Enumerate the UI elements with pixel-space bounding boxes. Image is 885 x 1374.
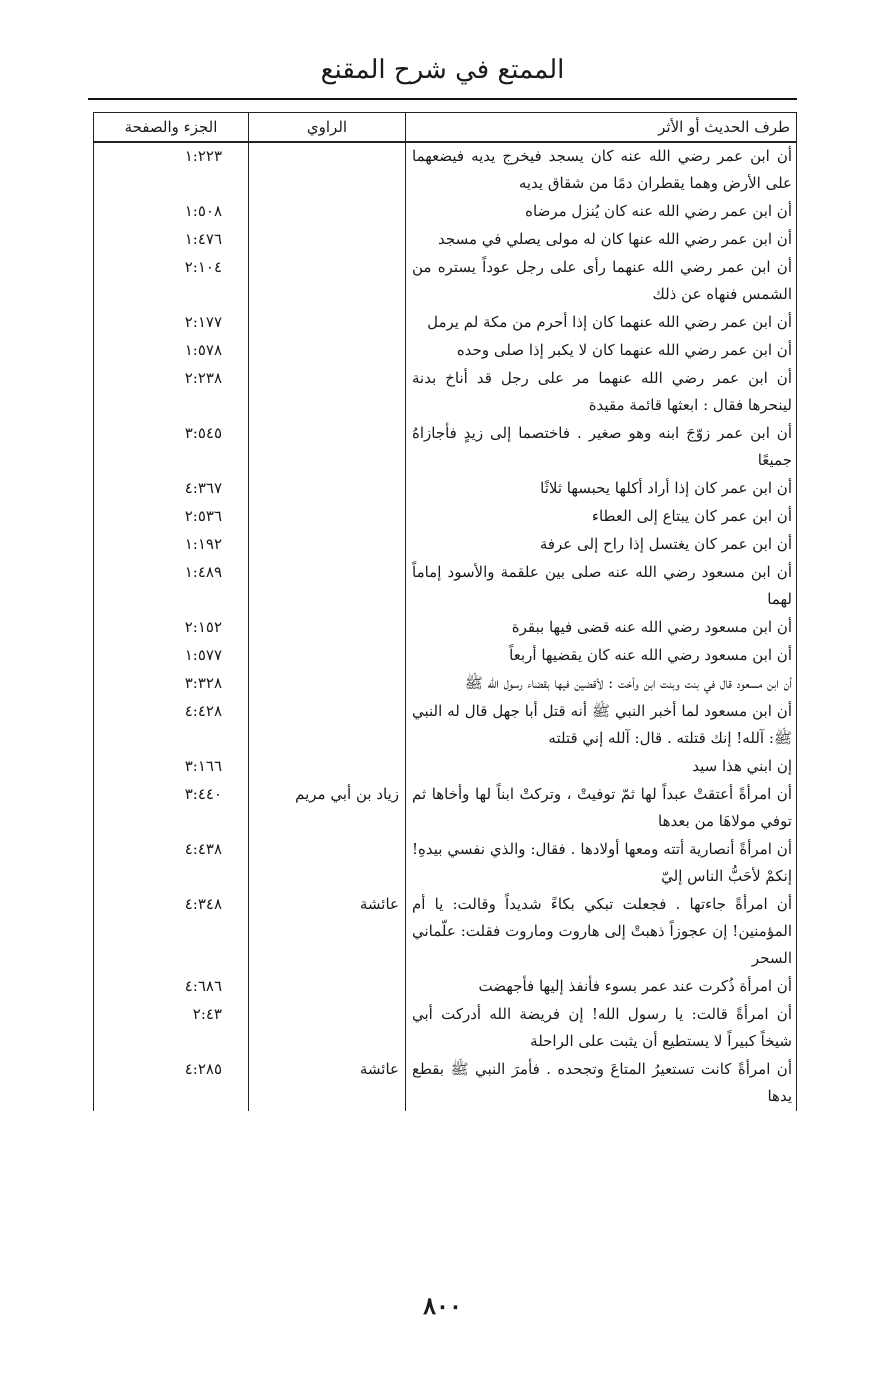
volume-page-reference bbox=[94, 836, 249, 891]
volume-page-reference bbox=[94, 337, 249, 365]
hadith-text: أن ابن مسعود قال في بنت وبنت ابن وأخت : لأقضين فيها بقضاء رسول الله ﷺ bbox=[406, 670, 797, 698]
volume-page-reference bbox=[94, 891, 249, 973]
volume-page-reference bbox=[94, 781, 249, 836]
table-row bbox=[94, 1001, 797, 1056]
hadith-index-table bbox=[93, 112, 797, 1111]
reference-value: ٤:٢٨٥ bbox=[184, 1060, 222, 1078]
hadith-text: أن امرأةً قالت: يا رسول الله! إن فريضة الله أدركت أبي شيخاً كبيراً لا يستطيع أن يثبت على الراحلة bbox=[406, 1001, 797, 1056]
table-row bbox=[94, 642, 797, 670]
table-row bbox=[94, 226, 797, 254]
narrator-name bbox=[249, 337, 406, 365]
volume-page-reference bbox=[94, 142, 249, 198]
hadith-text: أن ابن عمر كان يبتاع إلى العطاء bbox=[406, 503, 797, 531]
narrator-name bbox=[249, 365, 406, 420]
volume-page-reference bbox=[94, 254, 249, 309]
reference-value: ١:٥٠٨ bbox=[184, 202, 222, 220]
reference-value: ٢:١٥٢ bbox=[184, 618, 222, 636]
hadith-text: أن امرأةً أنصارية أتته ومعها أولادها . فقال: والذي نفسي بيدهِ! إنكمْ لأحَبُّ الناس إليّ bbox=[406, 836, 797, 891]
narrator-name: زياد بن أبي مريم bbox=[249, 781, 406, 836]
hadith-text: أن امرأة ذُكرت عند عمر بسوء فأنفذ إليها فأجهضت bbox=[406, 973, 797, 1001]
table-row bbox=[94, 973, 797, 1001]
hadith-text: أن ابن عمر زوّجَ ابنه وهو صغير . فاختصما إلى زيدٍ فأجازاهُ جميعًا bbox=[406, 420, 797, 475]
table-row bbox=[94, 559, 797, 614]
column-header-narrator: الراوي bbox=[249, 113, 406, 143]
table-row bbox=[94, 1056, 797, 1111]
volume-page-reference bbox=[94, 503, 249, 531]
reference-value: ٣:٥٤٥ bbox=[184, 424, 222, 442]
hadith-text: أن ابن عمر رضي الله عنهما كان لا يكبر إذا صلى وحده bbox=[406, 337, 797, 365]
reference-value: ٢:٥٣٦ bbox=[184, 507, 222, 525]
table-row bbox=[94, 891, 797, 973]
volume-page-reference bbox=[94, 309, 249, 337]
reference-value: ١:٤٧٦ bbox=[184, 230, 222, 248]
hadith-text: أن ابن عمر كان يغتسل إذا راح إلى عرفة bbox=[406, 531, 797, 559]
hadith-text: أن ابن مسعود رضي الله عنه كان يقضيها أربعاً bbox=[406, 642, 797, 670]
reference-value: ٣:٤٤٠ bbox=[184, 785, 222, 803]
reference-value: ٢:١٧٧ bbox=[184, 313, 222, 331]
reference-value: ٤:٤٣٨ bbox=[184, 840, 222, 858]
reference-value: ٣:١٦٦ bbox=[184, 757, 222, 775]
column-header-reference: الجزء والصفحة bbox=[94, 113, 249, 143]
table-row bbox=[94, 670, 797, 698]
hadith-text: أن ابن عمر رضي الله عنه كان يسجد فيخرج يديه فيضعهما على الأرض وهما يقطران دمًا من شقاق يديه bbox=[406, 142, 797, 198]
table-row bbox=[94, 420, 797, 475]
volume-page-reference bbox=[94, 1056, 249, 1111]
hadith-text: إن ابني هذا سيد bbox=[406, 753, 797, 781]
table-row bbox=[94, 836, 797, 891]
narrator-name bbox=[249, 420, 406, 475]
hadith-text: أن امرأةً جاءتها . فجعلت تبكي بكاءً شديداً وقالت: يا أم المؤمنين! إن عجوزاً ذهبتْ إلى هاروت وماروت فقلت: علّماني السحر bbox=[406, 891, 797, 973]
hadith-text: أن ابن مسعود رضي الله عنه صلى بين علقمة والأسود إماماً لهما bbox=[406, 559, 797, 614]
volume-page-reference bbox=[94, 559, 249, 614]
table-row bbox=[94, 337, 797, 365]
reference-value: ٤:٤٢٨ bbox=[184, 702, 222, 720]
hadith-text: أن ابن مسعود لما أخبر النبي ﷺ أنه قتل أبا جهل قال له النبي ﷺ: آلله! إنك قتلته . قال: آلله إني قتلته bbox=[406, 698, 797, 753]
narrator-name bbox=[249, 198, 406, 226]
table-row bbox=[94, 503, 797, 531]
reference-value: ٤:٣٤٨ bbox=[184, 895, 222, 913]
volume-page-reference bbox=[94, 753, 249, 781]
narrator-name bbox=[249, 142, 406, 198]
narrator-name: عائشة bbox=[249, 891, 406, 973]
volume-page-reference bbox=[94, 642, 249, 670]
page-title: الممتع في شرح المقنع bbox=[320, 55, 565, 85]
narrator-name bbox=[249, 475, 406, 503]
header-rule bbox=[88, 98, 797, 100]
hadith-text: أن ابن عمر كان إذا أراد أكلها يحبسها ثلاثًا bbox=[406, 475, 797, 503]
reference-value: ١:١٩٢ bbox=[184, 535, 222, 553]
table-row bbox=[94, 309, 797, 337]
hadith-text: أن امرأةً أعتقتْ عبداً لها ثمّ توفيتْ ، وتركتْ ابناً لها وأخاها ثم توفي مولاهَا من بعدها bbox=[406, 781, 797, 836]
reference-value: ١:٢٢٣ bbox=[184, 147, 222, 165]
table-row bbox=[94, 781, 797, 836]
volume-page-reference bbox=[94, 973, 249, 1001]
narrator-name bbox=[249, 503, 406, 531]
volume-page-reference bbox=[94, 420, 249, 475]
reference-value: ٣:٣٢٨ bbox=[184, 674, 222, 692]
table-row bbox=[94, 698, 797, 753]
reference-value: ١:٤٨٩ bbox=[184, 563, 222, 581]
table-row bbox=[94, 753, 797, 781]
narrator-name bbox=[249, 309, 406, 337]
volume-page-reference bbox=[94, 698, 249, 753]
narrator-name bbox=[249, 973, 406, 1001]
table-header-row bbox=[94, 113, 797, 143]
reference-value: ١:٥٧٨ bbox=[184, 341, 222, 359]
volume-page-reference bbox=[94, 475, 249, 503]
table-row bbox=[94, 365, 797, 420]
reference-value: ٢:٤٣ bbox=[192, 1005, 222, 1023]
hadith-text: أن ابن عمر رضي الله عنه كان يُنزل مرضاه bbox=[406, 198, 797, 226]
table-row bbox=[94, 531, 797, 559]
volume-page-reference bbox=[94, 365, 249, 420]
narrator-name bbox=[249, 531, 406, 559]
hadith-text: أن ابن مسعود رضي الله عنه قضى فيها ببقرة bbox=[406, 614, 797, 642]
hadith-text: أن ابن عمر رضي الله عنهما كان إذا أحرم من مكة لم يرمل bbox=[406, 309, 797, 337]
reference-value: ٢:٢٣٨ bbox=[184, 369, 222, 387]
table-body bbox=[94, 142, 797, 1111]
narrator-name bbox=[249, 1001, 406, 1056]
volume-page-reference bbox=[94, 226, 249, 254]
column-header-hadith: طرف الحديث أو الأثر bbox=[406, 113, 797, 143]
narrator-name bbox=[249, 836, 406, 891]
narrator-name bbox=[249, 559, 406, 614]
narrator-name bbox=[249, 698, 406, 753]
volume-page-reference bbox=[94, 670, 249, 698]
narrator-name: عائشة bbox=[249, 1056, 406, 1111]
reference-value: ٤:٣٦٧ bbox=[184, 479, 222, 497]
table-row bbox=[94, 142, 797, 198]
reference-value: ١:٥٧٧ bbox=[184, 646, 222, 664]
table-row bbox=[94, 198, 797, 226]
reference-value: ٢:١٠٤ bbox=[184, 258, 222, 276]
hadith-text: أن امرأةً كانت تستعيرُ المتاعَ وتجحده . فأمرَ النبي ﷺ بقطع يدها bbox=[406, 1056, 797, 1111]
narrator-name bbox=[249, 670, 406, 698]
narrator-name bbox=[249, 226, 406, 254]
table-row bbox=[94, 475, 797, 503]
table-row bbox=[94, 254, 797, 309]
table-row bbox=[94, 614, 797, 642]
narrator-name bbox=[249, 254, 406, 309]
page-number: ٨٠٠ bbox=[423, 1291, 462, 1320]
narrator-name bbox=[249, 642, 406, 670]
reference-value: ٤:٦٨٦ bbox=[184, 977, 222, 995]
hadith-text: أن ابن عمر رضي الله عنهما مر على رجل قد أناخ بدنة لينحرها فقال : ابعثها قائمة مقيدة bbox=[406, 365, 797, 420]
volume-page-reference bbox=[94, 614, 249, 642]
volume-page-reference bbox=[94, 531, 249, 559]
hadith-text: أن ابن عمر رضي الله عنهما رأى على رجل عوداً يستره من الشمس فنهاه عن ذلك bbox=[406, 254, 797, 309]
narrator-name bbox=[249, 614, 406, 642]
narrator-name bbox=[249, 753, 406, 781]
volume-page-reference bbox=[94, 1001, 249, 1056]
volume-page-reference bbox=[94, 198, 249, 226]
hadith-text: أن ابن عمر رضي الله عنها كان له مولى يصلي في مسجد bbox=[406, 226, 797, 254]
